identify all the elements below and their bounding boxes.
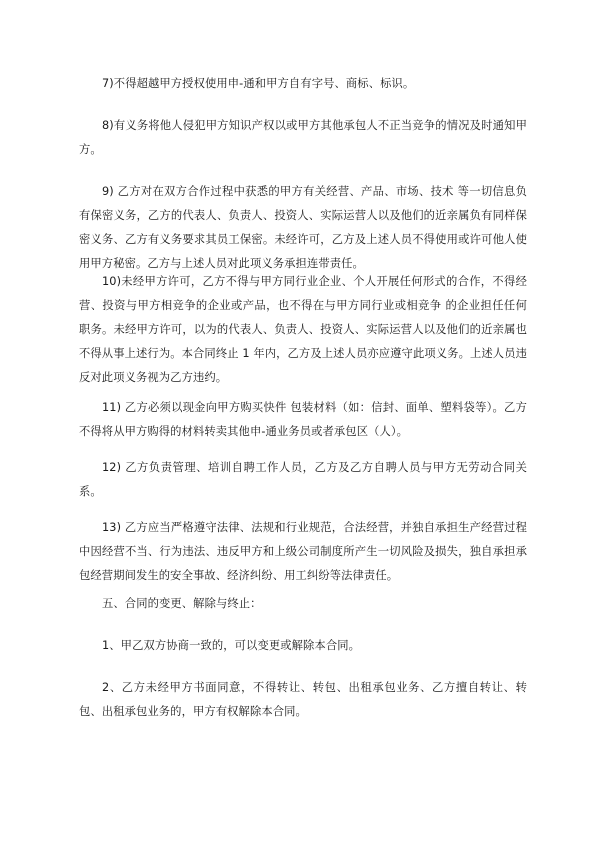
clause-8: 8)有义务将他人侵犯甲方知识产权以或甲方其他承包人不正当竞争的情况及时通知甲方。 xyxy=(79,119,527,156)
clause-7: 7)不得超越甲方授权使用申-通和甲方自有字号、商标、标识。 xyxy=(102,77,415,90)
section-heading-change-termination: 五、合同的变更、解除与终止： xyxy=(102,597,262,610)
clause-10: 10)未经甲方许可，乙方不得与甲方同行业企业、个人开展任何形式的合作，不得经营、投资与甲方相竞争的企业或产品，也不得在与甲方同行业或相竞争 的企业担任任何职务。未经甲方许可，以为的代表人、负责人、投资人、实际运营人以及他们的近亲属也不得从事上述行为。本合同终止 1 年内，乙方及上述人员亦应遵守此项义务。上述人员违反对此项义务视为乙方违约。 xyxy=(79,275,527,384)
clause-11: 11) 乙方必须以现金向甲方购买快件 包装材料（如：信封、面单、塑料袋等）。乙方不得将从甲方购得的材料转卖其他申-通业务员或者承包区（人）。 xyxy=(79,401,527,438)
clause-12: 12) 乙方负责管理、培训自聘工作人员，乙方及乙方自聘人员与甲方无劳动合同关系。 xyxy=(79,461,527,498)
clause-9: 9) 乙方对在双方合作过程中获悉的甲方有关经营、产品、市场、技术 等一切信息负有保密义务，乙方的代表人、负责人、投资人、实际运营人以及他们的近亲属负有同样保密义务、乙方有义务要求其员工保密。未经许可，乙方及上述人员不得使用或许可他人使用甲方秘密。乙方与上述人员对此项义务承担连带责任。 xyxy=(79,185,527,270)
clause-13: 13) 乙方应当严格遵守法律、法规和行业规范，合法经营，并独自承担生产经营过程中因经营不当、行为违法、违反甲方和上级公司制度所产生一切风险及损失，独自承担承包经营期间发生的安全事故、经济纠纷、用工纠纷等法律责任。 xyxy=(79,521,527,582)
section5-item-2: 2、乙方未经甲方书面同意，不得转让、转包、出租承包业务、乙方擅自转让、转包、出租承包业务的，甲方有权解除本合同。 xyxy=(79,681,527,718)
section5-item-1: 1、甲乙双方协商一致的，可以变更或解除本合同。 xyxy=(102,639,361,652)
